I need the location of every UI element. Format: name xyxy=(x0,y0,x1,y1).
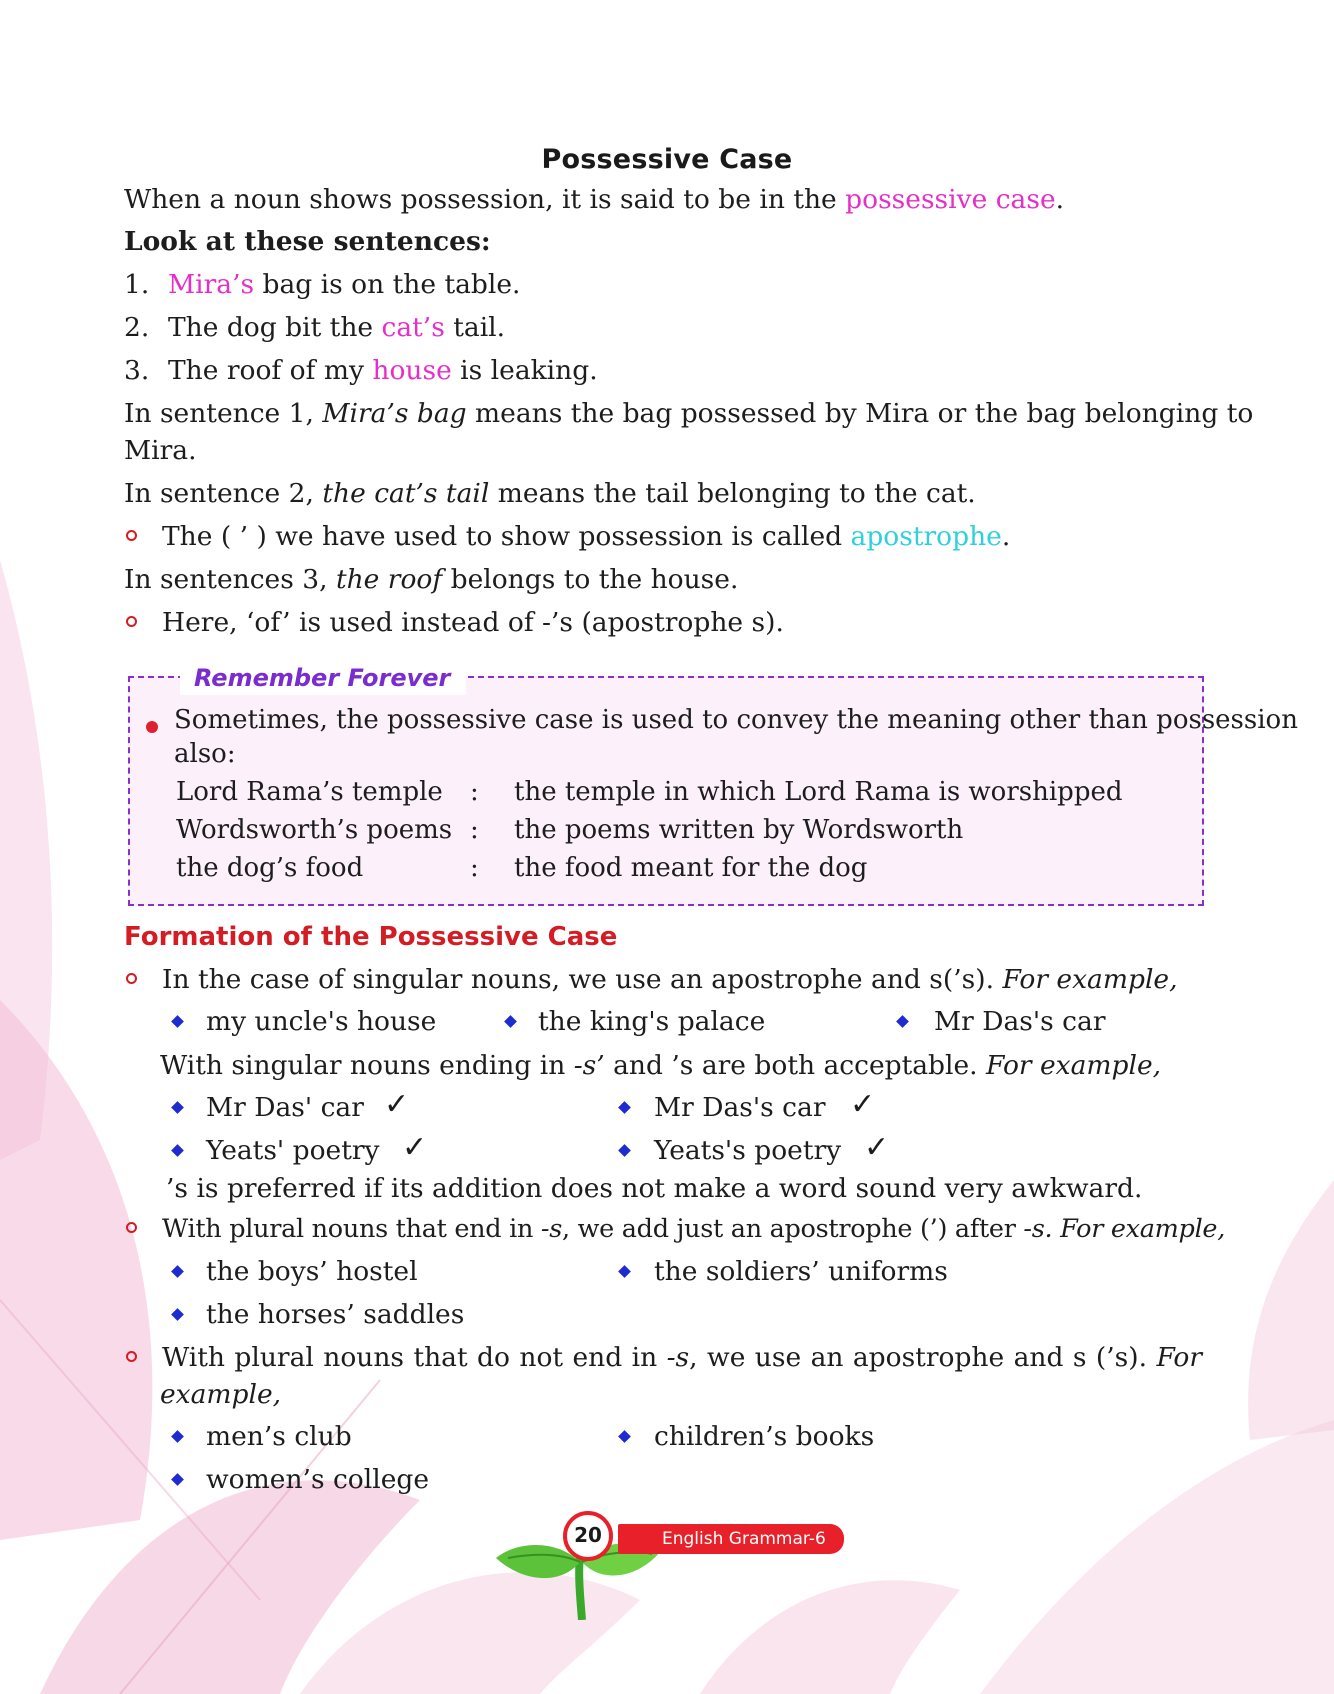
example-item: Mr Das's car xyxy=(934,1006,1106,1037)
remember-example-sep: : xyxy=(470,777,479,807)
apostrophe-term: apostrophe xyxy=(850,521,1002,552)
ring-bullet-icon xyxy=(126,1222,137,1233)
example-item: the king's palace xyxy=(538,1006,766,1037)
example-item: children’s books xyxy=(654,1421,875,1452)
dot-bullet-icon xyxy=(146,721,158,733)
example-item: Yeats' poetry xyxy=(206,1135,380,1166)
remember-example-sep: : xyxy=(470,853,479,883)
check-mark-icon: ✓ xyxy=(402,1130,428,1165)
possessive-case-term: possessive case xyxy=(845,184,1056,215)
preferred-note: ’s is preferred if its addition does not make a word sound very awkward. xyxy=(166,1173,1143,1204)
look-heading: Look at these sentences: xyxy=(124,226,491,257)
sentence-3: 3. The roof of my house is leaking. xyxy=(124,355,598,386)
example-item: Mr Das's car xyxy=(654,1092,826,1123)
explanation-2: In sentence 2, the cat’s tail means the tail belonging to the cat. xyxy=(124,478,976,509)
check-mark-icon: ✓ xyxy=(850,1087,876,1122)
ring-bullet-icon xyxy=(126,616,137,627)
plural-s-rule: With plural nouns that end in -s, we add just an apostrophe (’) after -s. For example, xyxy=(162,1212,1225,1246)
page-title: Possessive Case xyxy=(541,144,793,175)
formation-heading: Formation of the Possessive Case xyxy=(124,922,618,952)
remember-forever-label: Remember Forever xyxy=(180,661,466,695)
page-number: 20 xyxy=(574,1523,602,1547)
remember-example-sep: : xyxy=(470,815,479,845)
example-item: the soldiers’ uniforms xyxy=(654,1256,948,1287)
example-item: the horses’ saddles xyxy=(206,1299,465,1330)
ring-bullet-icon xyxy=(126,1351,137,1362)
plural-nos-rule-cont: example, xyxy=(160,1379,282,1410)
plural-nos-rule: With plural nouns that do not end in -s, we use an apostrophe and s (’s). For xyxy=(162,1341,1202,1375)
explanation-3: In sentences 3, the roof belongs to the house. xyxy=(124,564,739,595)
sentence-1: 1. Mira’s bag is on the table. xyxy=(124,269,521,300)
explanation-1-cont: Mira. xyxy=(124,435,197,466)
check-mark-icon: ✓ xyxy=(864,1130,890,1165)
example-item: the boys’ hostel xyxy=(206,1256,418,1287)
remember-example-meaning: the temple in which Lord Rama is worshipped xyxy=(514,777,1123,807)
ring-bullet-icon xyxy=(126,530,137,541)
check-mark-icon: ✓ xyxy=(384,1087,410,1122)
example-item: women’s college xyxy=(206,1464,430,1495)
remember-example-phrase: Wordsworth’s poems xyxy=(176,815,453,845)
example-item: Yeats's poetry xyxy=(654,1135,842,1166)
remember-example-phrase: the dog’s food xyxy=(176,853,364,883)
ring-bullet-icon xyxy=(126,973,137,984)
singular-rule: In the case of singular nouns, we use an apostrophe and s(’s). For example, xyxy=(162,963,1178,997)
remember-point-line2: also: xyxy=(174,739,236,769)
remember-point-line1: Sometimes, the possessive case is used to convey the meaning other than possession xyxy=(174,705,1298,735)
remember-example-meaning: the poems written by Wordsworth xyxy=(514,815,964,845)
explanation-1: In sentence 1, Mira’s bag means the bag possessed by Mira or the bag belonging to xyxy=(124,398,1254,429)
intro-text: When a noun shows possession, it is said to be in the possessive case. xyxy=(124,184,1065,215)
example-item: my uncle's house xyxy=(206,1006,437,1037)
example-item: men’s club xyxy=(206,1421,352,1452)
book-title: English Grammar-6 xyxy=(662,1529,826,1549)
remember-example-meaning: the food meant for the dog xyxy=(514,853,868,883)
remember-example-phrase: Lord Rama’s temple xyxy=(176,777,443,807)
of-bullet: Here, ‘of’ is used instead of -’s (apostrophe s). xyxy=(162,606,784,640)
apostrophe-bullet: The ( ’ ) we have used to show possession is called apostrophe. xyxy=(162,520,1010,554)
sentence-2: 2. The dog bit the cat’s tail. xyxy=(124,312,506,343)
ending-s-rule: With singular nouns ending in -s’ and ’s are both acceptable. For example, xyxy=(160,1050,1162,1081)
example-item: Mr Das' car xyxy=(206,1092,364,1123)
